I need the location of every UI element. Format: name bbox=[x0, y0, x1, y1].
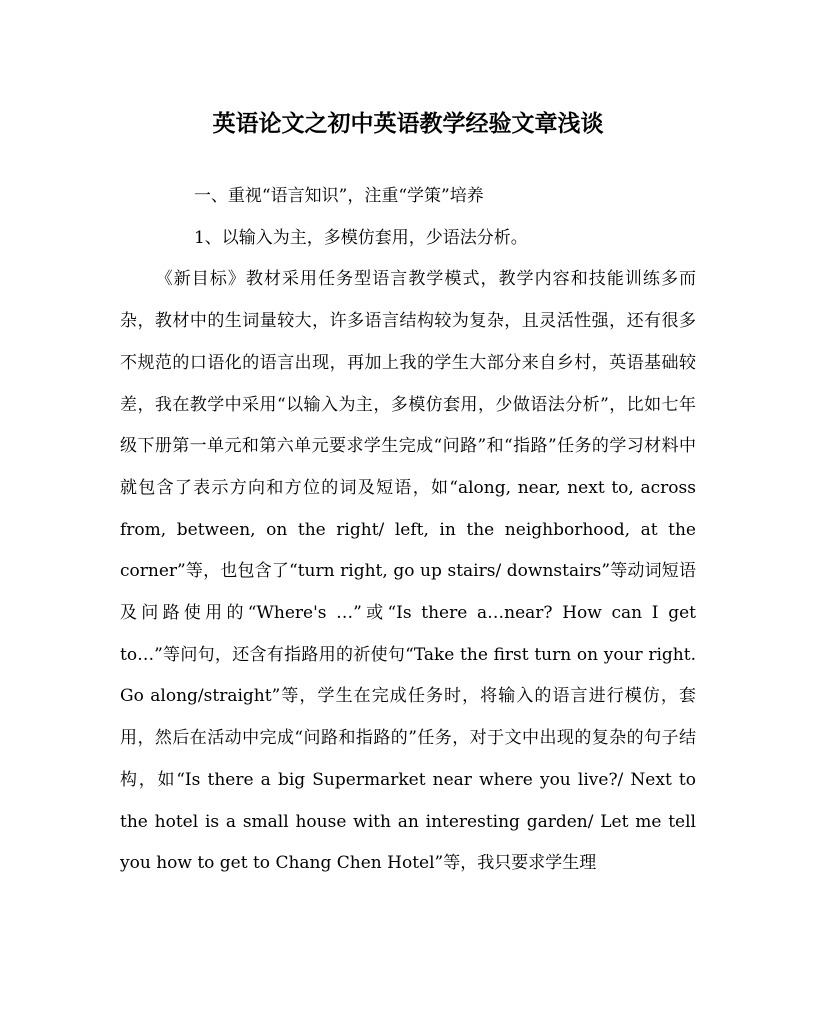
section-heading: 一、重视“语言知识”，注重“学策”培养 bbox=[193, 186, 484, 206]
body-paragraph: 《新目标》教材采用任务型语言教学模式，教学内容和技能训练多而杂，教材中的生词量较大，许多语言结构较为复杂，且灵活性强，还有很多不规范的口语化的语言出现，再加上我的学生大部分来自乡村，英语基础较差，我在教学中采用“以输入为主，多模仿套用，少做语法分析”，比如七年级下册第一单元和第六单元要求学生完成“问路”和“指路”任务的学习材料中就包含了表示方向和方位的词及短语，如“along, near, next to, across from, between, on the right/ left, in the neighborhood, at the corner”等，也包含了“turn right, go up stairs/ downstairs”等动词短语及问路使用的“Where's …”或“Is there a…near? How can I get to…”等问句，还含有指路用的祈使句“Take the first turn on your right. Go along/straight”等，学生在完成任务时，将输入的语言进行模仿，套用，然后在活动中完成“问路和指路的”任务，对于文中出现的复杂的句子结构，如“Is there a big Supermarket near where you live?/ Next to the hotel is a small house with an interesting garden/ Let me tell you how to get to Chang Chen Hotel”等，我只要求学生理 bbox=[120, 269, 696, 874]
subsection-heading: 1、以输入为主，多模仿套用，少语法分析。 bbox=[193, 227, 528, 248]
document-title: 英语论文之初中英语教学经验文章浅谈 bbox=[212, 110, 604, 137]
document-body bbox=[120, 176, 696, 885]
